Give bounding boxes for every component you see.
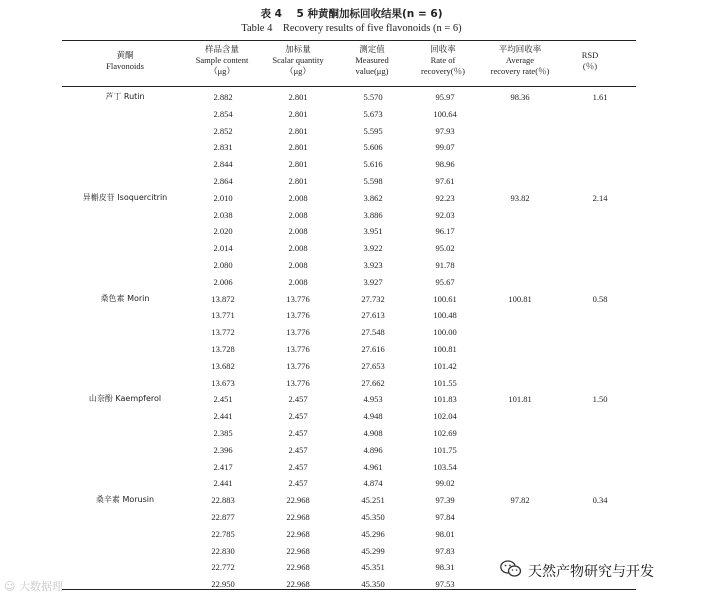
table-row [0,408,703,425]
cell-sample-content: 2.020 [213,226,233,237]
cell-rate-of-recovery: 97.84 [435,512,455,522]
table-row [0,442,703,459]
table-row [0,106,703,123]
cell-scalar-quantity: 2.457 [288,461,308,472]
table-row [0,223,703,240]
table-row [0,307,703,324]
table-row [0,459,703,476]
cell-rate-of-recovery: 95.02 [435,243,455,254]
cell-measured-value: 27.732 [361,293,385,304]
cell-scalar-quantity: 2.008 [288,209,308,220]
table-row [0,492,703,509]
table-row [0,173,703,190]
cell-measured-value: 27.662 [361,377,385,388]
header-line: Average [505,55,535,65]
cell-measured-value: 4.896 [363,444,383,455]
cell-rate-of-recovery: 102.04 [433,411,457,422]
cell-rate-of-recovery: 92.03 [435,209,455,220]
cell-scalar-quantity: 22.968 [286,495,310,506]
table-row [0,543,703,560]
cell-scalar-quantity: 22.968 [286,545,310,556]
cell-rsd: 1.50 [592,394,608,405]
cell-sample-content: 13.772 [211,327,235,338]
header-line: recovery rate(％) [490,66,550,76]
cell-sample-content: 13.872 [211,293,235,304]
cell-measured-value: 4.953 [363,394,383,405]
cell-sample-content: 2.831 [213,142,233,153]
cell-measured-value: 5.616 [363,159,383,170]
cell-flavonoid-name: 桑辛素 Morusin [95,495,155,505]
cell-rate-of-recovery: 101.42 [433,360,457,371]
header-line: （μg） [209,66,235,76]
cell-sample-content: 13.728 [211,344,235,354]
cell-scalar-quantity: 2.457 [288,394,308,405]
cell-measured-value: 45.251 [361,495,385,506]
cell-sample-content: 2.844 [213,159,233,170]
header-line: Scalar quantity [272,55,324,65]
cell-measured-value: 4.908 [363,428,383,438]
table-row [0,509,703,526]
cell-scalar-quantity: 2.457 [288,428,308,438]
header-line: 测定值 [359,44,385,54]
header-line: Sample content [195,55,249,65]
cell-scalar-quantity: 2.801 [288,108,308,119]
cell-sample-content: 2.441 [213,411,233,422]
cell-rate-of-recovery: 92.23 [435,192,455,203]
cell-scalar-quantity: 2.457 [288,411,308,422]
header-line: 平均回收率 [498,44,542,54]
cell-rsd: 0.58 [592,293,608,304]
cell-sample-content: 22.950 [211,579,235,590]
cell-scalar-quantity: 2.008 [288,192,308,203]
cell-measured-value: 45.296 [361,528,385,539]
header-line: value(μg) [355,66,389,76]
cell-scalar-quantity: 2.801 [288,142,308,153]
cell-sample-content: 2.417 [213,461,233,472]
table-row [0,358,703,375]
cell-scalar-quantity: 2.801 [288,92,308,102]
table-caption-cn: 表 4 5 种黄酮加标回收结果(n = 6) [260,8,443,20]
cell-scalar-quantity: 2.008 [288,226,308,237]
cell-sample-content: 13.673 [211,377,235,388]
cell-sample-content: 2.854 [213,108,233,119]
table-caption-en: Table 4 Recovery results of five flavonoids (n = 6) [241,23,462,34]
cell-sample-content: 22.785 [211,528,235,539]
cell-rsd: 2.14 [592,192,608,203]
cell-rate-of-recovery: 98.96 [435,159,455,170]
cell-rate-of-recovery: 96.17 [435,226,455,237]
table-row [0,425,703,442]
cell-sample-content: 2.864 [213,176,233,186]
cell-measured-value: 3.923 [363,260,383,270]
cell-sample-content: 22.772 [211,562,235,573]
table-row [0,89,703,106]
cell-scalar-quantity: 13.776 [286,344,310,354]
watermark-right [500,560,654,582]
cell-measured-value: 27.613 [361,310,385,321]
cell-rate-of-recovery: 97.39 [435,495,455,506]
header-line: Measured [355,55,389,65]
table-row [0,139,703,156]
cell-measured-value: 45.350 [361,512,385,522]
cell-rate-of-recovery: 98.01 [435,528,455,539]
cell-sample-content: 2.852 [213,125,233,136]
table-row [0,324,703,341]
cell-scalar-quantity: 2.008 [288,243,308,254]
cell-sample-content: 2.441 [213,478,233,489]
cell-rate-of-recovery: 101.75 [433,444,457,455]
cell-measured-value: 3.951 [363,226,383,237]
header-line: Rate of [430,55,456,65]
top-rule [62,40,636,41]
table-row [0,240,703,257]
cell-measured-value: 4.948 [363,411,383,422]
cell-measured-value: 27.616 [361,344,385,354]
cell-measured-value: 5.570 [363,92,383,102]
table-row [0,257,703,274]
cell-average-recovery-rate: 98.36 [510,92,530,102]
cell-sample-content: 2.396 [213,444,233,455]
cell-scalar-quantity: 2.457 [288,478,308,489]
cell-flavonoid-name: 山奈酚 Kaempferol [88,394,162,404]
cell-rate-of-recovery: 102.69 [433,428,457,438]
cell-measured-value: 3.922 [363,243,383,254]
cell-measured-value: 45.351 [361,562,385,573]
cell-rate-of-recovery: 97.53 [435,579,455,590]
cell-rate-of-recovery: 97.61 [435,176,455,186]
table-row [0,391,703,408]
cell-scalar-quantity: 2.457 [288,444,308,455]
header-flavonoids [62,50,188,72]
cell-measured-value: 27.653 [361,360,385,371]
table-row [0,274,703,291]
cell-rate-of-recovery: 100.61 [433,293,457,304]
table-row [0,526,703,543]
cell-rate-of-recovery: 97.83 [435,545,455,556]
header-line: RSD [581,50,599,60]
cell-rate-of-recovery: 97.93 [435,125,455,136]
table-row [0,475,703,492]
cell-measured-value: 45.350 [361,579,385,590]
cell-measured-value: 3.927 [363,276,383,287]
cell-measured-value: 3.862 [363,192,383,203]
cell-rate-of-recovery: 103.54 [433,461,457,472]
watermark-right-text: 天然产物研究与开发 [528,564,654,580]
cell-sample-content: 22.877 [211,512,235,522]
cell-measured-value: 3.886 [363,209,383,220]
cell-measured-value: 27.548 [361,327,385,338]
cell-rate-of-recovery: 99.02 [435,478,455,489]
cell-scalar-quantity: 2.008 [288,260,308,270]
table-row [0,341,703,358]
header-line: (％) [582,61,598,71]
cell-sample-content: 2.006 [213,276,233,287]
cell-scalar-quantity: 2.801 [288,176,308,186]
cell-sample-content: 13.682 [211,360,235,371]
cell-measured-value: 5.598 [363,176,383,186]
cell-rate-of-recovery: 100.64 [433,108,457,119]
cell-scalar-quantity: 22.968 [286,512,310,522]
wechat-icon [500,560,522,582]
cell-sample-content: 2.010 [213,192,233,203]
cell-rate-of-recovery: 101.55 [433,377,457,388]
cell-scalar-quantity: 22.968 [286,562,310,573]
cell-measured-value: 45.299 [361,545,385,556]
cell-sample-content: 2.080 [213,260,233,270]
watermark-left: ☺ 大数据理 [4,580,63,593]
cell-scalar-quantity: 2.008 [288,276,308,287]
cell-measured-value: 4.874 [363,478,383,489]
cell-scalar-quantity: 13.776 [286,327,310,338]
cell-sample-content: 2.385 [213,428,233,438]
cell-sample-content: 2.882 [213,92,233,102]
cell-scalar-quantity: 13.776 [286,377,310,388]
cell-scalar-quantity: 13.776 [286,310,310,321]
cell-scalar-quantity: 22.968 [286,579,310,590]
cell-rate-of-recovery: 95.67 [435,276,455,287]
cell-flavonoid-name: 异槲皮苷 Isoquercitrin [82,192,168,202]
cell-flavonoid-name: 桑色素 Morin [100,293,150,303]
cell-rate-of-recovery: 98.31 [435,562,455,573]
cell-sample-content: 2.014 [213,243,233,254]
header-line: 回收率 [430,44,456,54]
cell-rate-of-recovery: 101.83 [433,394,457,405]
cell-sample-content: 13.771 [211,310,235,321]
table-row [0,123,703,140]
table-row [0,375,703,392]
header-rule [62,86,636,87]
cell-flavonoid-name: 芦丁 Rutin [105,92,145,101]
cell-average-recovery-rate: 101.81 [508,394,532,405]
cell-scalar-quantity: 13.776 [286,293,310,304]
cell-measured-value: 4.961 [363,461,383,472]
header-line: 样品含量 [204,44,239,54]
cell-rsd: 1.61 [592,92,608,102]
header-rsd [550,50,630,72]
table-row [0,207,703,224]
table-row [0,291,703,308]
cell-measured-value: 5.673 [363,108,383,119]
cell-scalar-quantity: 2.801 [288,125,308,136]
cell-average-recovery-rate: 93.82 [510,192,530,203]
cell-rate-of-recovery: 100.81 [433,344,457,354]
cell-rate-of-recovery: 91.78 [435,260,455,270]
cell-sample-content: 2.451 [213,394,233,405]
table-row [0,156,703,173]
cell-rsd: 0.34 [592,495,608,506]
cell-average-recovery-rate: 100.81 [508,293,532,304]
header-line: （μg） [285,66,311,76]
header-line: 黄酮 [116,50,134,60]
cell-measured-value: 5.595 [363,125,383,136]
cell-rate-of-recovery: 100.48 [433,310,457,321]
cell-sample-content: 22.830 [211,545,235,556]
cell-measured-value: 5.606 [363,142,383,153]
table-row [0,190,703,207]
cell-sample-content: 22.883 [211,495,235,506]
header-line: Flavonoids [106,61,144,71]
cell-scalar-quantity: 2.801 [288,159,308,170]
cell-scalar-quantity: 13.776 [286,360,310,371]
header-line: recovery(％) [421,66,465,76]
cell-rate-of-recovery: 99.07 [435,142,455,153]
cell-rate-of-recovery: 100.00 [433,327,457,338]
header-line: 加标量 [285,44,311,54]
cell-sample-content: 2.038 [213,209,233,220]
cell-rate-of-recovery: 95.97 [435,92,455,102]
cell-average-recovery-rate: 97.82 [510,495,530,506]
cell-scalar-quantity: 22.968 [286,528,310,539]
